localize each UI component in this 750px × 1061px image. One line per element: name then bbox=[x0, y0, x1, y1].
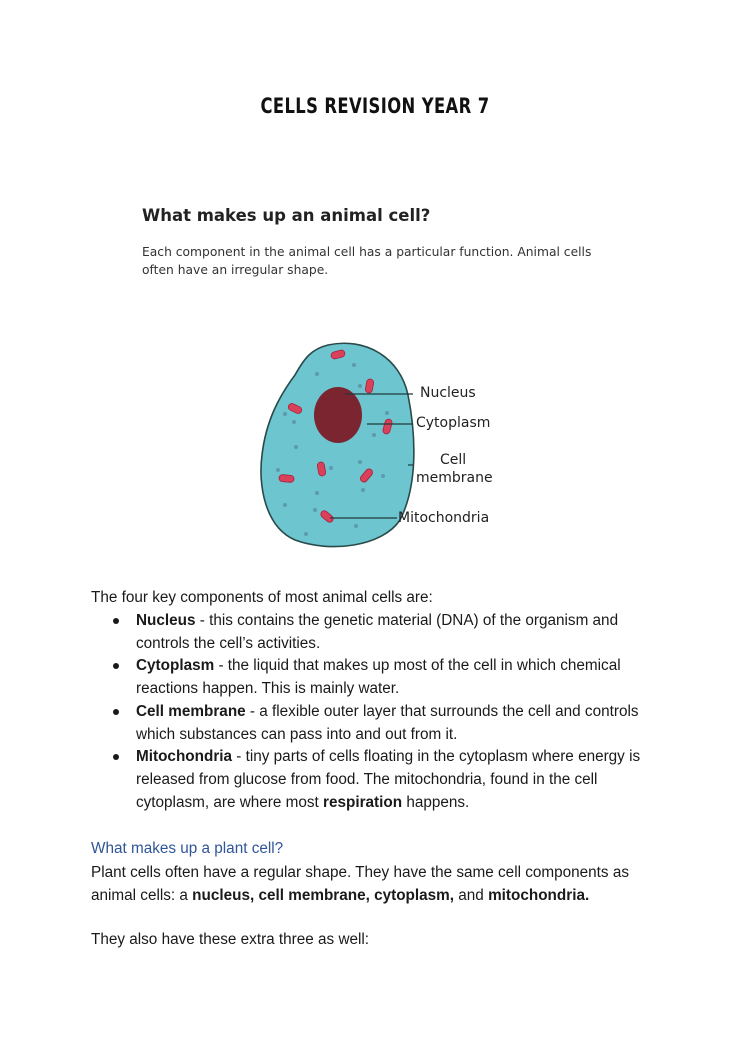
animal-components-intro: The four key components of most animal cells are: bbox=[91, 589, 433, 606]
animal-cell-diagram bbox=[250, 335, 530, 555]
definition-cont: happens. bbox=[402, 793, 470, 811]
animal-cell-heading: What makes up an animal cell? bbox=[142, 206, 431, 225]
mitochondria-label: Mitochondria bbox=[398, 510, 490, 526]
cell-membrane-label-line1: Cell bbox=[440, 452, 467, 468]
plant-extra-intro: They also have these extra three as well: bbox=[91, 931, 370, 948]
bullet-icon bbox=[113, 618, 119, 624]
plant-components-bold: nucleus, cell membrane, cytoplasm, bbox=[192, 886, 455, 904]
definition: - a flexible outer layer that surrounds the cell and controls bbox=[245, 702, 639, 720]
animal-components-list bbox=[91, 610, 671, 814]
description-line: often have an irregular shape. bbox=[142, 263, 329, 277]
term: Cytoplasm bbox=[136, 657, 215, 675]
nucleus-shape bbox=[314, 387, 362, 443]
list-item-cell-membrane bbox=[91, 701, 671, 746]
plant-line-2-mid: and bbox=[454, 886, 489, 904]
term: Mitochondria bbox=[136, 748, 233, 766]
list-item-mitochondria bbox=[91, 746, 671, 814]
definition-cont: reactions happen. This is mainly water. bbox=[136, 680, 400, 698]
term: Nucleus bbox=[136, 612, 196, 629]
plant-cell-paragraph bbox=[91, 862, 671, 907]
animal-cell-description bbox=[142, 243, 612, 279]
nucleus-label: Nucleus bbox=[420, 385, 476, 401]
bullet-icon bbox=[113, 663, 119, 669]
list-item-nucleus bbox=[91, 610, 671, 655]
definition: - the liquid that makes up most of the cell in which chemical bbox=[214, 657, 621, 675]
plant-line-1: Plant cells often have a regular shape. They have the same cell components as bbox=[91, 864, 629, 881]
definition: - this contains the genetic material (DNA) of the organism and bbox=[195, 612, 619, 629]
term: Cell membrane bbox=[136, 702, 246, 720]
mitochondria-bold: mitochondria. bbox=[488, 886, 590, 904]
plant-cell-heading: What makes up a plant cell? bbox=[91, 840, 284, 857]
respiration-term: respiration bbox=[323, 793, 403, 811]
definition: - tiny parts of cells floating in the cytoplasm where energy is bbox=[232, 748, 641, 766]
cell-membrane-shape bbox=[261, 343, 414, 546]
document-title: CELLS REVISION YEAR 7 bbox=[260, 94, 490, 118]
list-item-cytoplasm bbox=[91, 655, 671, 700]
bullet-icon bbox=[113, 754, 119, 760]
definition-cont: cytoplasm, are where most bbox=[136, 793, 324, 811]
plant-line-2-pre: animal cells: a bbox=[91, 886, 193, 904]
definition-cont: released from glucose from food. The mitochondria, found in the cell bbox=[136, 770, 598, 788]
bullet-icon bbox=[113, 709, 119, 715]
definition-cont: controls the cell’s activities. bbox=[136, 634, 321, 652]
definition-cont: which substances can pass into and out from it. bbox=[136, 725, 458, 743]
cell-membrane-label-line2: membrane bbox=[416, 470, 493, 486]
description-line: Each component in the animal cell has a particular function. Animal cells bbox=[142, 245, 592, 259]
cytoplasm-label: Cytoplasm bbox=[416, 415, 491, 431]
